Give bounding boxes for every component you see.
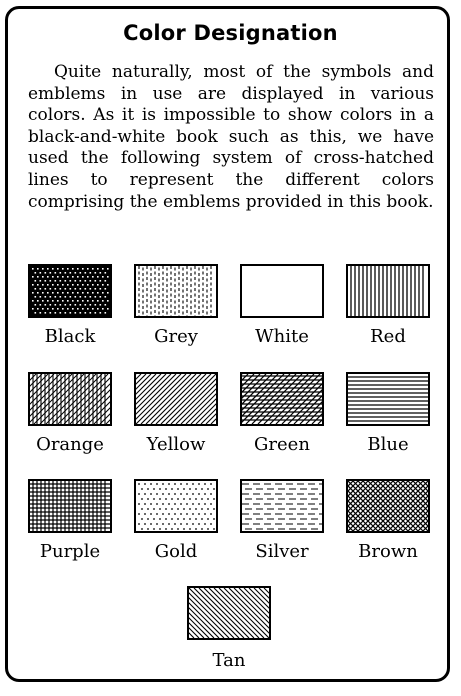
- square-grid-pattern-icon: [30, 481, 110, 531]
- swatch-green: [240, 372, 324, 426]
- swatch-orange: [28, 372, 112, 426]
- swatch-label-purple: Purple: [39, 541, 101, 562]
- back-diagonal-lines-pattern-icon: [189, 588, 269, 638]
- horizontal-lines-pattern-icon: [348, 374, 428, 424]
- swatch-gold: [134, 479, 218, 533]
- dashed-vertical-pattern-icon: [136, 266, 216, 316]
- swatch-blue: [346, 372, 430, 426]
- swatch-label-blue: Blue: [367, 434, 409, 455]
- swatch-red: [346, 264, 430, 318]
- swatch-label-grey: Grey: [154, 326, 198, 347]
- swatch-label-yellow: Yellow: [146, 434, 206, 455]
- dashed-horizontal-pattern-icon: [242, 481, 322, 531]
- swatch-label-tan: Tan: [212, 650, 246, 671]
- blank-pattern-icon: [242, 266, 322, 316]
- intro-paragraph: Quite naturally, most of the symbols and emblems in use are displayed in various colors. As it is impossible to show colors in a black-and-white book such as this, we have used the following system of cross-hatched lines to represent the different colors comprising the emblems provided in this book.: [28, 62, 434, 212]
- diagonal-lines-pattern-icon: [136, 374, 216, 424]
- vertical-diagonal-crosshatch-pattern-icon: [30, 374, 110, 424]
- swatch-brown: [346, 479, 430, 533]
- swatch-silver: [240, 479, 324, 533]
- swatch-tan: [187, 586, 271, 640]
- swatch-label-orange: Orange: [36, 434, 104, 455]
- diagonal-horizontal-hatch-pattern-icon: [242, 374, 322, 424]
- page-title: Color Designation: [123, 21, 338, 45]
- diagonal-crosshatch-pattern-icon: [348, 481, 428, 531]
- swatch-white: [240, 264, 324, 318]
- swatch-grey: [134, 264, 218, 318]
- swatch-label-gold: Gold: [154, 541, 198, 562]
- dots-pattern-icon: [136, 481, 216, 531]
- swatch-yellow: [134, 372, 218, 426]
- swatch-label-brown: Brown: [358, 541, 418, 562]
- swatch-label-silver: Silver: [255, 541, 309, 562]
- vertical-lines-pattern-icon: [348, 266, 428, 316]
- dense-dots-pattern-icon: [30, 266, 110, 316]
- swatch-label-white: White: [255, 326, 309, 347]
- swatch-black: [28, 264, 112, 318]
- swatch-label-black: Black: [44, 326, 96, 347]
- swatch-purple: [28, 479, 112, 533]
- swatch-label-green: Green: [254, 434, 310, 455]
- swatch-label-red: Red: [370, 326, 406, 347]
